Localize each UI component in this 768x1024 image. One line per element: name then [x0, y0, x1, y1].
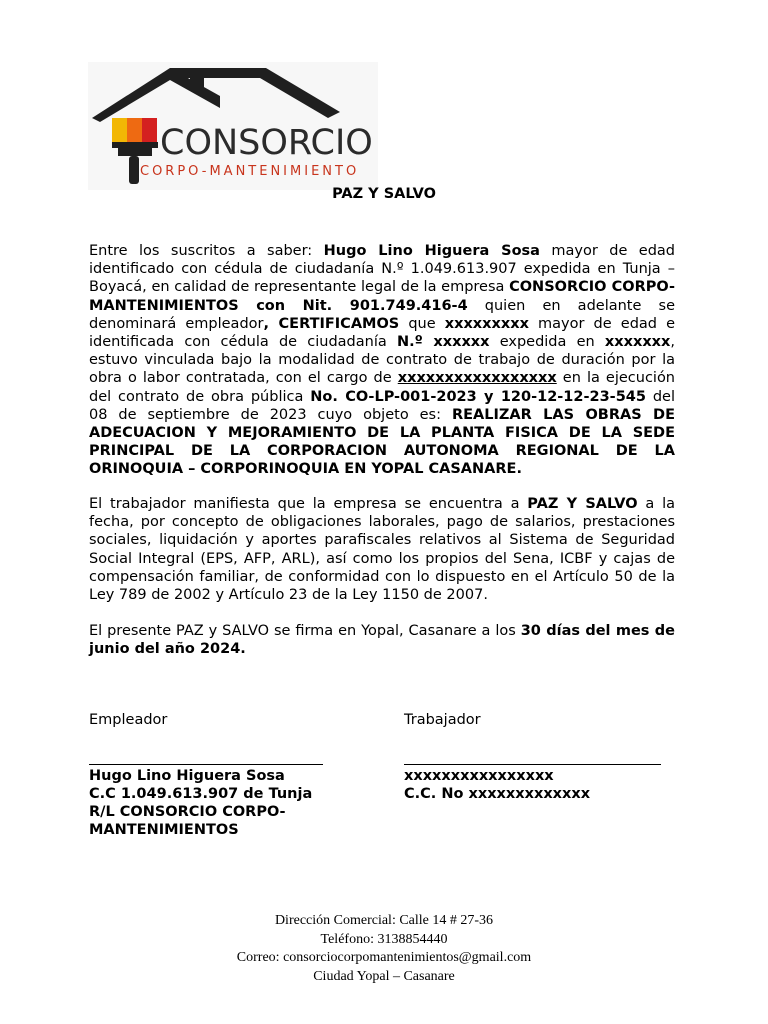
employer-signature-role-cont: MANTENIMIENTOS: [89, 822, 239, 838]
text-segment: El trabajador manifiesta que la empresa se encuentra a: [89, 496, 528, 512]
footer-city: Ciudad Yopal – Casanare: [313, 968, 455, 984]
employer-label: Empleador: [89, 712, 168, 728]
employer-signature-role: R/L CONSORCIO CORPO-: [89, 804, 286, 820]
worker-signature-block: [404, 767, 590, 803]
employer-signature-name: Hugo Lino Higuera Sosa: [89, 768, 285, 784]
text-segment: , estuvo vinculada bajo la modalidad de contrato de trabajo de duración por la obra o labor contratada, con el cargo de: [89, 334, 675, 387]
employer-name: Hugo Lino Higuera Sosa: [323, 243, 540, 259]
text-segment: en la ejecución del contrato de obra pública: [89, 370, 676, 405]
worker-placeholder: xxxxxxxxx: [444, 315, 529, 332]
position-placeholder: xxxxxxxxxxxxxxxxx: [397, 370, 557, 387]
footer-address: Dirección Comercial: Calle 14 # 27-36: [274, 913, 494, 928]
text-segment: del 08 de septiembre de 2023 cuyo objeto es:: [89, 388, 676, 423]
paragraph-signing-date: [89, 622, 675, 658]
footer-email: Correo: consorciocorpomantenimientos@gmail.com: [236, 950, 532, 965]
text-segment: quien en adelante se denominará empleador: [89, 297, 675, 332]
text-segment: que: [399, 315, 445, 332]
paragraph-declaration: [89, 495, 675, 604]
logo-subtitle: CORPO-MANTENIMIENTO: [140, 164, 360, 179]
worker-signature-line: [404, 764, 661, 765]
worker-id-placeholder: N.º xxxxxx: [396, 334, 490, 351]
text-segment: Entre los suscritos a saber:: [89, 243, 324, 259]
company-name: CONSORCIO CORPO-MANTENIMIENTOS con Nit. 901.749.416-4: [89, 279, 675, 314]
employer-signature-block: [89, 767, 312, 839]
text-segment: a la fecha, por concepto de obligaciones laborales, pago de salarios, prestaciones sociales, liquidación y aportes parafiscales relativos al Sistema de Seguridad Social Integral (EPS, AFP, ARL), así como los propios del Sena, ICBF y cajas de compensación familiar, de conformidad con lo dispuesto en el Artículo 50 de la Ley 789 de 2002 y Artículo 23 de la Ley 1150 de 2007.: [89, 496, 675, 604]
certify-word: , CERTIFICAMOS: [263, 315, 400, 332]
text-segment: mayor de edad e identificada con cédula de ciudadanía: [89, 315, 675, 351]
company-logo: [88, 62, 378, 190]
text-segment: mayor de edad identificado con cédula de ciudadanía N.º 1.049.613.907 expedida en Tunja – Boyacá, en calidad de representante legal de la empresa: [89, 243, 676, 296]
page-footer: [0, 912, 768, 986]
footer-phone: Teléfono: 3138854440: [320, 931, 448, 947]
paragraph-certification: [89, 242, 675, 479]
issue-place-placeholder: xxxxxxx: [604, 334, 671, 351]
text-segment: expedida en: [489, 334, 605, 351]
signing-date: 30 días del mes de junio del año 2024.: [89, 623, 675, 658]
worker-signature-name: xxxxxxxxxxxxxxxx: [404, 768, 554, 784]
worker-signature-id: C.C. No xxxxxxxxxxxxx: [404, 786, 591, 802]
house-paintbrush-logo-icon: [88, 62, 378, 190]
contract-number: No. CO-LP-001-2023 y 120-12-12-23-545: [310, 388, 646, 405]
text-segment: El presente PAZ y SALVO se firma en Yopal, Casanare a los: [89, 623, 521, 639]
contract-object: REALIZAR LAS OBRAS DE ADECUACION Y MEJORAMIENTO DE LA PLANTA FISICA DE LA SEDE PRINCIPAL DE LA CORPORACION AUTONOMA REGIONAL DE LA ORINOQUIA – CORPORINOQUIA EN YOPAL CASANARE.: [89, 406, 675, 478]
worker-label: Trabajador: [404, 712, 481, 728]
paz-y-salvo-bold: PAZ Y SALVO: [527, 496, 638, 512]
document-title: PAZ Y SALVO: [332, 186, 436, 202]
logo-name: CONSORCIO: [160, 123, 373, 163]
employer-signature-id: C.C 1.049.613.907 de Tunja: [89, 786, 313, 802]
employer-signature-line: [89, 764, 323, 765]
